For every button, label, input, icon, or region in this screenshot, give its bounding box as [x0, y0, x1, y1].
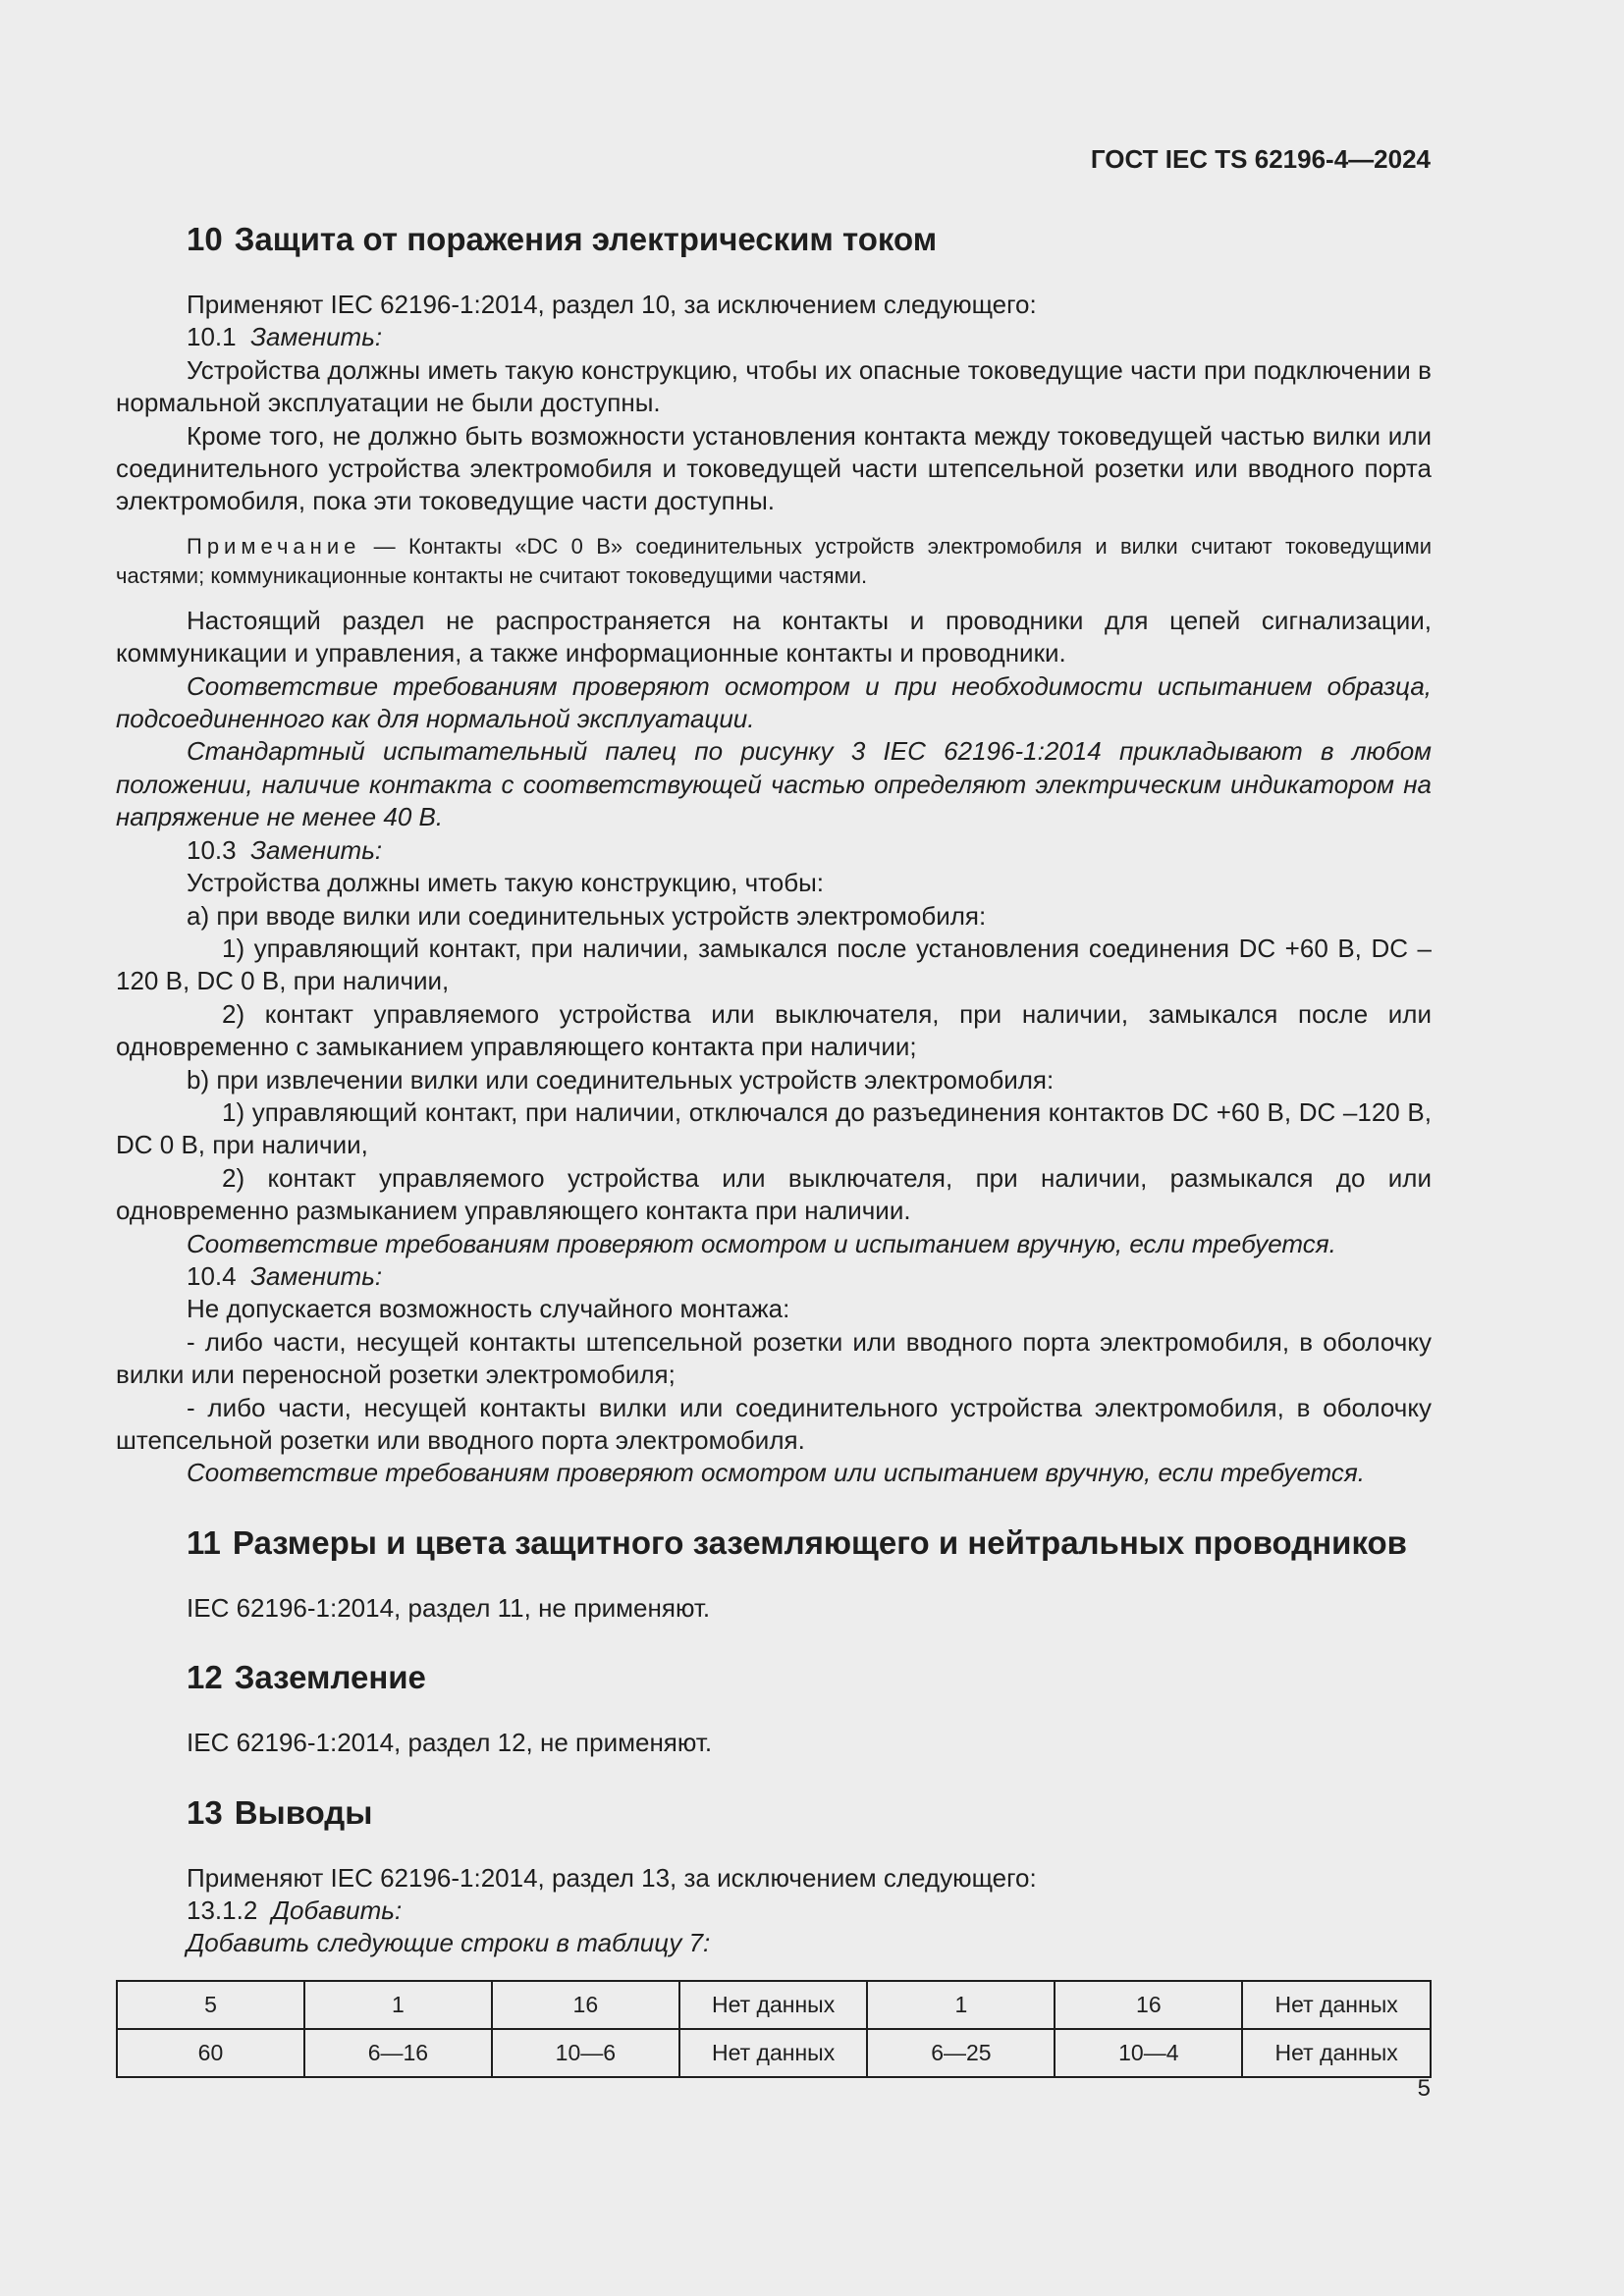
list-subitem: 2) контакт управляемого устройства или выключателя, при наличии, размыкался до или одновременно размыканием управляющего контакта при наличии.: [116, 1162, 1432, 1226]
section-12-heading: [116, 1658, 1432, 1697]
clause-10-1: [116, 321, 1432, 353]
section-number: 12: [187, 1659, 223, 1696]
section-title: Защита от поражения электрическим током: [234, 221, 938, 257]
table-cell: Нет данных: [679, 1981, 868, 2029]
table-cell: 16: [1055, 1981, 1242, 2029]
clause-label: Заменить:: [250, 1260, 383, 1291]
table-cell: 10—6: [492, 2029, 679, 2077]
section-number: 13: [187, 1793, 223, 1831]
paragraph-italic: Соответствие требованиям проверяют осмотром и испытанием вручную, если требуется.: [187, 1228, 1336, 1258]
dash-item: - либо части, несущей контакты штепсельной розетки или вводного порта электромобиля, в оболочку вилки или переносной розетки электромобиля;: [116, 1326, 1432, 1390]
paragraph: IEC 62196-1:2014, раздел 11, не применяют.: [187, 1592, 711, 1623]
list-item-a: а) при вводе вилки или соединительных устройств электромобиля:: [187, 900, 987, 931]
clause-number: 10.3: [187, 834, 237, 865]
table-cell: Нет данных: [1242, 1981, 1431, 2029]
table-cell: 60: [117, 2029, 304, 2077]
table-cell: 1: [867, 1981, 1055, 2029]
paragraph: Устройства должны иметь такую конструкцию, чтобы:: [187, 868, 824, 898]
list-subitem: 1) управляющий контакт, при наличии, замыкался после установления соединения DC +60 В, DC –120 В, DC 0 В, при наличии,: [116, 933, 1432, 996]
table-cell: 1: [304, 1981, 492, 2029]
table-cell: 5: [117, 1981, 304, 2029]
section-number: 11: [187, 1523, 221, 1561]
clause-number: 10.4: [187, 1260, 237, 1291]
dash-item: - либо части, несущей контакты вилки или соединительного устройства электромобиля, в оболочку штепсельной розетки или вводного порта электромобиля.: [116, 1392, 1432, 1455]
note: [116, 532, 1432, 591]
section-11-heading: [116, 1523, 1432, 1563]
document-header: ГОСТ IEC TS 62196-4—2024: [1090, 144, 1431, 174]
table-cell: 10—4: [1055, 2029, 1242, 2077]
clause-label: Заменить:: [250, 322, 383, 352]
table-cell: 16: [492, 1981, 679, 2029]
section-13-heading: [116, 1793, 1432, 1833]
paragraph: Настоящий раздел не распространяется на контакты и проводники для цепей сигнализации, коммуникации и управления, а также информационные контакты и проводники.: [116, 605, 1432, 668]
page-content: [116, 220, 1432, 2078]
paragraph: Не допускается возможность случайного монтажа:: [187, 1294, 790, 1324]
note-text: — Контакты «DC 0 В» соединительных устройств электромобиля и вилки считают токоведущими частями; коммуникационные контакты не считают токоведущими частями.: [116, 533, 1432, 588]
clause-10-3: [116, 834, 1432, 867]
clause-13-1-2: [116, 1895, 1432, 1927]
list-subitem: 1) управляющий контакт, при наличии, отключался до разъединения контактов DC +60 В, DC –120 В, DC 0 В, при наличии,: [116, 1096, 1432, 1160]
paragraph-italic: Соответствие требованиям проверяют осмотром и при необходимости испытанием образца, подсоединенного как для нормальной эксплуатации.: [116, 670, 1432, 734]
section-title: Заземление: [234, 1659, 426, 1696]
paragraph: IEC 62196-1:2014, раздел 12, не применяют.: [187, 1728, 713, 1758]
clause-number: 10.1: [187, 322, 237, 352]
table-cell: Нет данных: [1242, 2029, 1431, 2077]
paragraph: Применяют IEC 62196-1:2014, раздел 10, за исключением следующего:: [187, 290, 1037, 319]
paragraph: Кроме того, не должно быть возможности установления контакта между токоведущей частью вилки или соединительного устройства электромобиля и токоведущей части штепсельной розетки или вводного порта электромобиля, пока эти токоведущие части доступны.: [116, 420, 1432, 516]
paragraph: Устройства должны иметь такую конструкцию, чтобы их опасные токоведущие части при подключении в нормальной эксплуатации не были доступны.: [116, 354, 1432, 418]
page-number: 5: [1417, 2075, 1431, 2102]
table-7-addition: [116, 1980, 1432, 2078]
paragraph-italic: Соответствие требованиям проверяют осмотром или испытанием вручную, если требуется.: [187, 1458, 1365, 1488]
paragraph: Применяют IEC 62196-1:2014, раздел 13, за исключением следующего:: [187, 1862, 1037, 1893]
table-row: [117, 2029, 1431, 2077]
note-label: Примечание: [187, 533, 361, 559]
clause-10-4: [116, 1260, 1432, 1293]
table-row: [117, 1981, 1431, 2029]
clause-number: 13.1.2: [187, 1896, 258, 1926]
section-number: 10: [187, 221, 223, 257]
list-item-b: b) при извлечении вилки или соединительных устройств электромобиля:: [187, 1064, 1055, 1095]
list-subitem: 2) контакт управляемого устройства или выключателя, при наличии, замыкался после или одновременно с замыканием управляющего контакта при наличии;: [116, 998, 1432, 1062]
clause-label: Добавить:: [271, 1896, 403, 1926]
clause-label: Заменить:: [250, 834, 383, 865]
section-title: Размеры и цвета защитного заземляющего и нейтральных проводников: [232, 1523, 1407, 1561]
table-cell: Нет данных: [679, 2029, 868, 2077]
table-cell: 6—16: [304, 2029, 492, 2077]
section-title: Выводы: [234, 1793, 373, 1831]
section-10-heading: [116, 220, 1432, 259]
table-cell: 6—25: [867, 2029, 1055, 2077]
paragraph-italic: Добавить следующие строки в таблицу 7:: [187, 1928, 711, 1958]
paragraph-italic: Стандартный испытательный палец по рисунку 3 IEC 62196-1:2014 прикладывают в любом положении, наличие контакта с соответствующей частью определяют электрическим индикатором на напряжение не менее 40 В.: [116, 736, 1432, 832]
